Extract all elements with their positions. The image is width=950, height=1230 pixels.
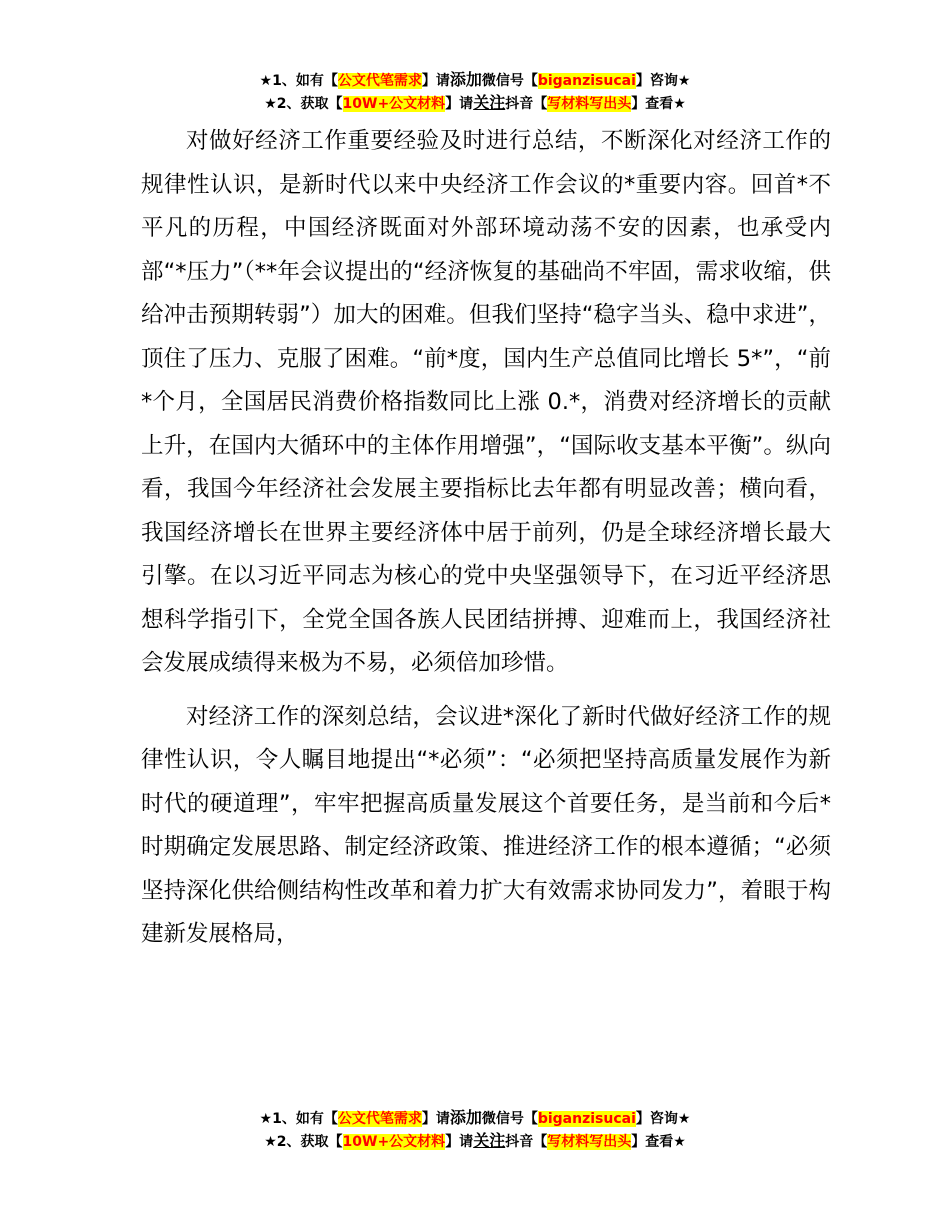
footer-highlight-service: 公文代笔需求 <box>337 1111 422 1127</box>
footer-promo-line-2: ★2、获取【10W+公文材料】请关注抖音【写材料写出头】查看★ <box>264 1131 686 1150</box>
footer-highlight-materials: 10W+公文材料 <box>342 1134 446 1150</box>
footer-promo-line-1: ★1、如有【公文代笔需求】请添加微信号【biganzisucai】咨询★ <box>259 1108 691 1127</box>
body-paragraph-2: 对经济工作的深刻总结，会议进*深化了新时代做好经济工作的规律性认识，令人瞩目地提出“*必须”：“必须把坚持高质量发展作为新时代的硬道理”，牢牢把握高质量发展这个首要任务，是当前和今后*时期确定发展思路、制定经济政策、推进经济工作的根本遵循；“必须坚持深化供给侧结构性改革和着力扩大有效需求协同发力”，着眼于构建新发展格局， <box>141 703 831 947</box>
header-promo <box>0 69 950 115</box>
header-promo-line-1: ★1、如有【公文代笔需求】请添加微信号【biganzisucai】咨询★ <box>259 70 691 89</box>
footer-highlight-douyin: 写材料写出头 <box>547 1134 632 1150</box>
footer-highlight-wechat-id: biganzisucai <box>537 1111 636 1127</box>
header-promo-line-2: ★2、获取【10W+公文材料】请关注抖音【写材料写出头】查看★ <box>264 93 686 112</box>
header-highlight-douyin: 写材料写出头 <box>547 96 632 112</box>
document-body <box>141 120 831 957</box>
header-highlight-materials: 10W+公文材料 <box>342 96 446 112</box>
header-highlight-wechat-id: biganzisucai <box>537 73 636 89</box>
header-highlight-service: 公文代笔需求 <box>337 73 422 89</box>
body-paragraph-1: 对做好经济工作重要经验及时进行总结，不断深化对经济工作的规律性认识，是新时代以来中央经济工作会议的*重要内容。回首*不平凡的历程，中国经济既面对外部环境动荡不安的因素，也承受内部“*压力”（**年会议提出的“经济恢复的基础尚不牢固，需求收缩，供给冲击预期转弱”）加大的困难。但我们坚持“稳字当头、稳中求进”，顶住了压力、克服了困难。“前*度，国内生产总值同比增长 5*”，“前*个月，全国居民消费价格指数同比上涨 0.*，消费对经济增长的贡献上升，在国内大循环中的主体作用增强”，“国际收支基本平衡”。纵向看，我国今年经济社会发展主要指标比去年都有明显改善；横向看，我国经济增长在世界主要经济体中居于前列，仍是全球经济增长最大引擎。在以习近平同志为核心的党中央坚强领导下，在习近平经济思想科学指引下，全党全国各族人民团结拼搏、迎难而上，我国经济社会发展成绩得来极为不易，必须倍加珍惜。 <box>141 128 831 676</box>
footer-promo <box>0 1107 950 1153</box>
